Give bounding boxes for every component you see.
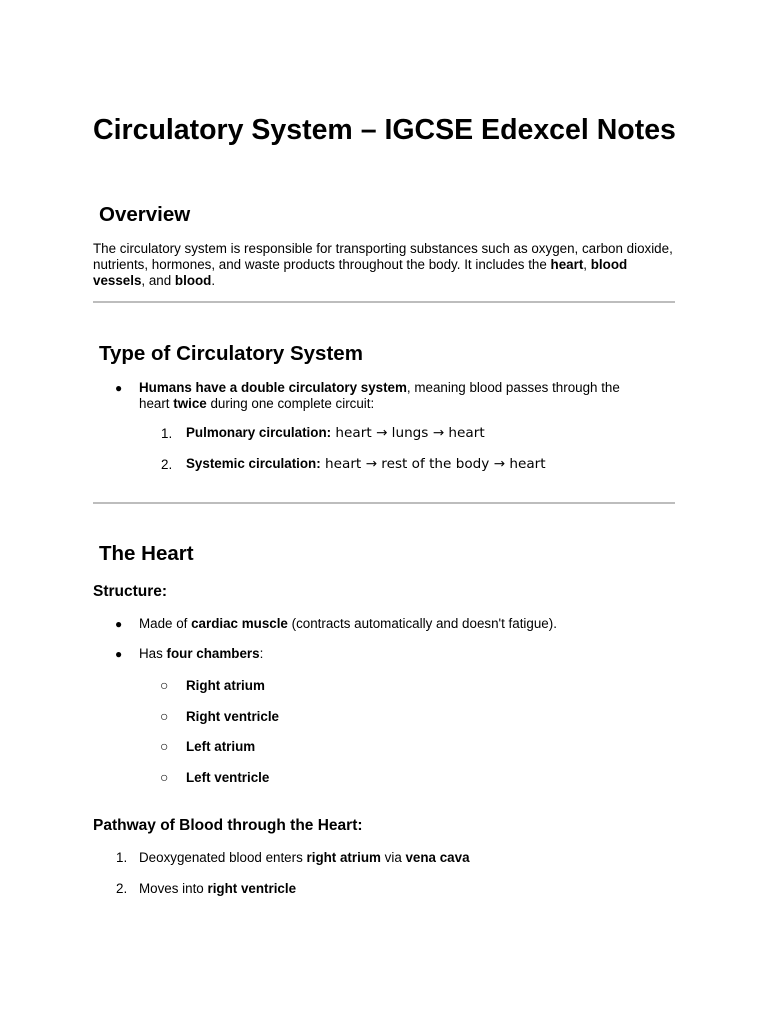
type-bullet-line1: Humans have a double circulatory system, meaning blood passes through the — [139, 380, 620, 395]
list-number: 1. — [116, 850, 128, 865]
bullet-icon: ● — [115, 617, 123, 631]
circle-bullet-icon: ○ — [160, 677, 169, 693]
structure-heading: Structure: — [93, 583, 168, 600]
overview-heading: Overview — [99, 203, 191, 226]
pulmonary-item: Pulmonary circulation: heart → lungs → heart — [186, 425, 485, 441]
type-heading: Type of Circulatory System — [99, 342, 363, 365]
circle-bullet-icon: ○ — [160, 708, 169, 724]
list-number: 2. — [116, 881, 128, 896]
circle-bullet-icon: ○ — [160, 769, 169, 785]
heart-heading: The Heart — [99, 542, 194, 565]
list-number: 1. — [161, 426, 173, 441]
page-title: Circulatory System – IGCSE Edexcel Notes — [93, 114, 676, 146]
overview-paragraph: The circulatory system is responsible for transporting substances such as oxygen, carbon dioxide, nutrients, hormones, and waste products throughout the body. It includes the heart, blood vessels, and blood. — [93, 241, 673, 289]
divider — [93, 301, 675, 303]
list-number: 2. — [161, 457, 173, 472]
bullet-icon: ● — [115, 381, 123, 395]
chamber-item: Right atrium — [186, 678, 265, 693]
type-bullet-line2: heart twice during one complete circuit: — [139, 396, 375, 411]
chamber-item: Left ventricle — [186, 770, 270, 785]
pathway-heading: Pathway of Blood through the Heart: — [93, 817, 363, 834]
systemic-item: Systemic circulation: heart → rest of the body → heart — [186, 456, 546, 472]
chamber-item: Left atrium — [186, 739, 256, 754]
pathway-step: Deoxygenated blood enters right atrium via vena cava — [139, 850, 470, 865]
circle-bullet-icon: ○ — [160, 738, 169, 754]
structure-item-muscle: Made of cardiac muscle (contracts automatically and doesn't fatigue). — [139, 616, 557, 631]
divider — [93, 502, 675, 504]
bullet-icon: ● — [115, 647, 123, 661]
structure-item-chambers: Has four chambers: — [139, 646, 264, 661]
chamber-item: Right ventricle — [186, 709, 280, 724]
pathway-step: Moves into right ventricle — [139, 881, 297, 896]
